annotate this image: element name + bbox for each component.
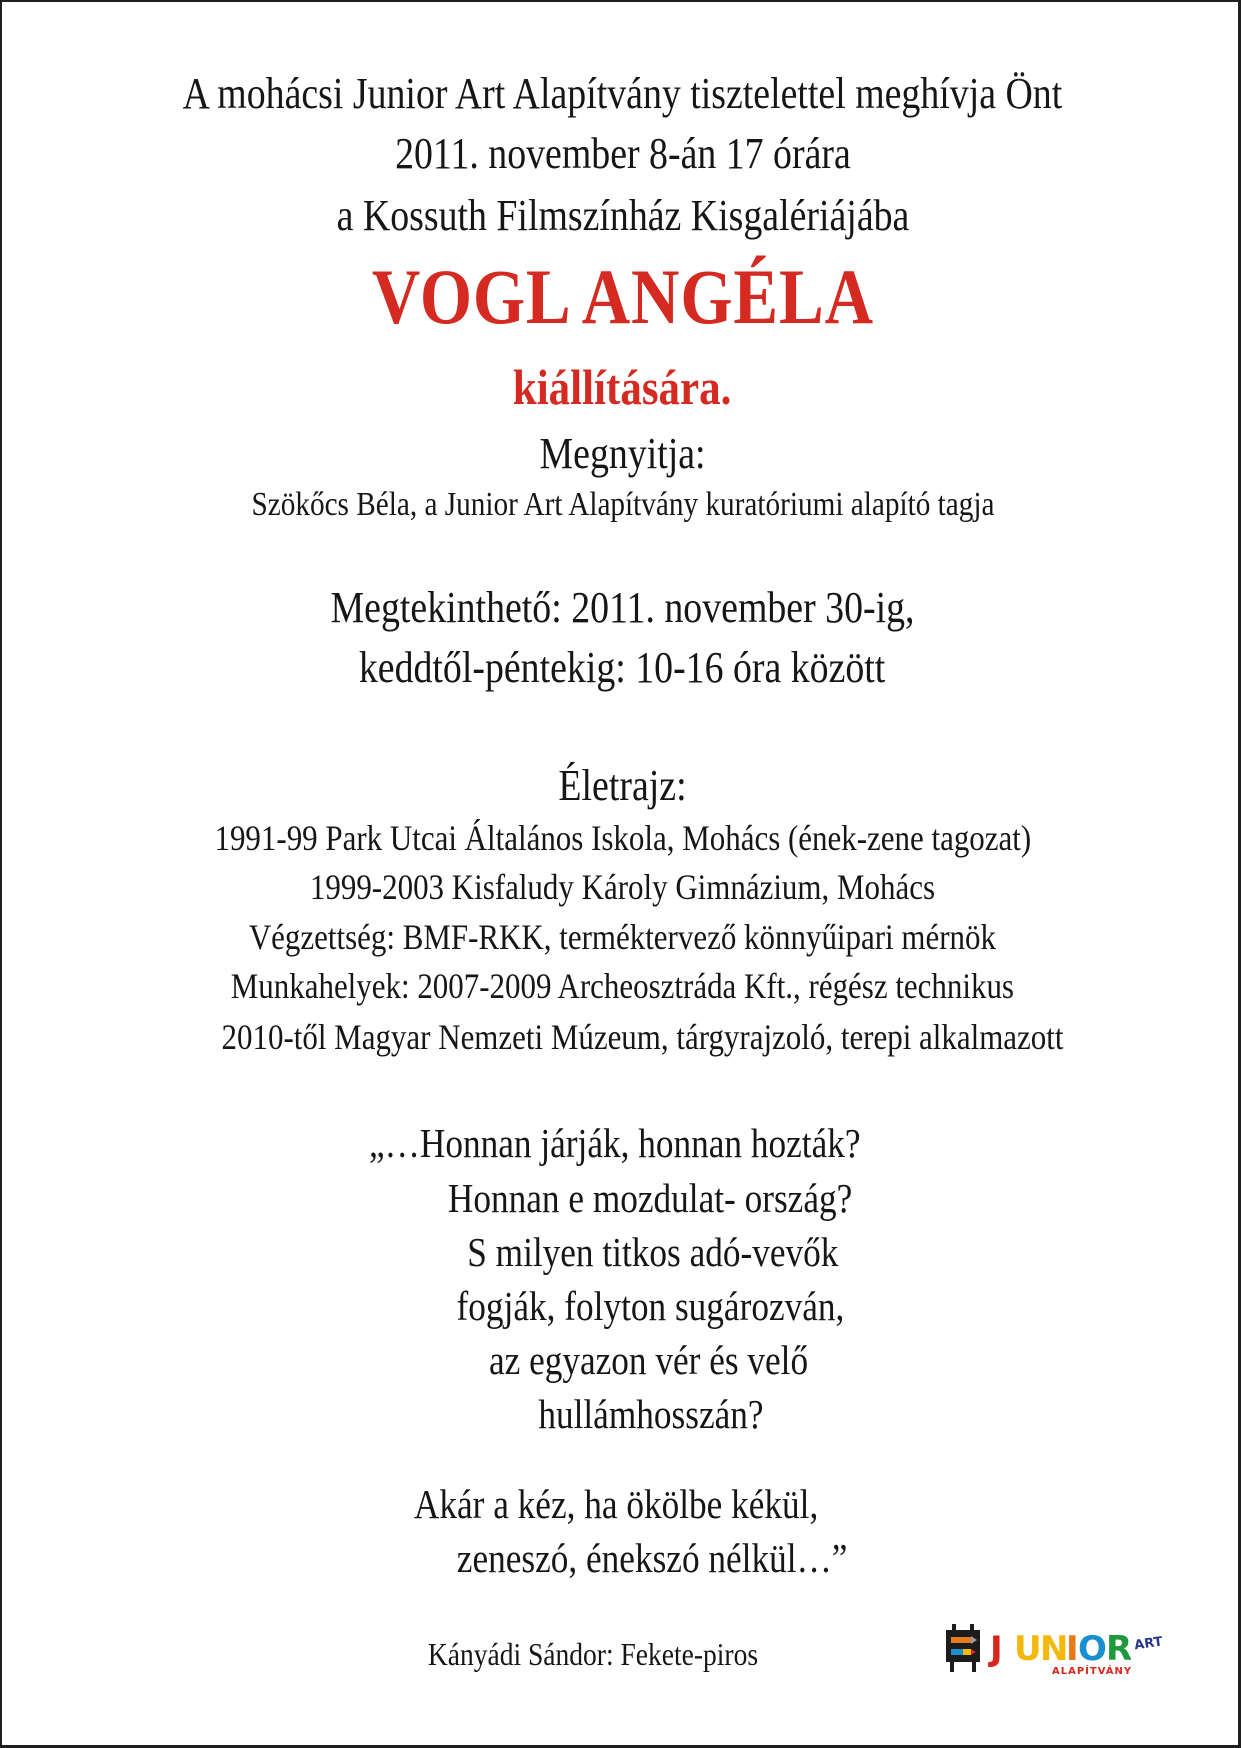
easel-icon [946,1624,980,1672]
invitation-intro: A mohácsi Junior Art Alapítvány tisztelettel meghívja Önt [182,69,1063,118]
logo-letter: I [1066,1629,1079,1669]
logo-letter: O [1078,1629,1107,1669]
biography-line: 2010-től Magyar Nemzeti Múzeum, tárgyrajzoló, terepi alkalmazott [221,1017,1064,1057]
logo-subtitle: ALAPÍTVÁNY [1052,1666,1133,1677]
biography-line: Munkahelyek: 2007-2009 Archeosztráda Kft., régész technikus [230,966,1015,1006]
poem-line: hullámhosszán? [537,1391,764,1437]
poem-line: fogják, folyton sugározván, [456,1283,845,1329]
logo-letter: N [1040,1629,1069,1669]
biography-heading: Életrajz: [558,761,687,810]
artist-name: VOGL ANGÉLA [371,253,874,340]
viewing-hours: keddtől-péntekig: 10-16 óra között [359,643,886,692]
event-date: 2011. november 8-án 17 órára [394,129,851,178]
junior-wordmark [988,1629,1132,1669]
exhibition-label: kiállítására. [513,359,732,415]
poem-line: az egyazon vér és velő [488,1337,809,1383]
logo-letter: R [1106,1629,1133,1669]
event-venue: a Kossuth Filmszínház Kisgalériájába [336,191,909,240]
poem-line: Akár a kéz, ha ökölbe kékül, [414,1481,819,1527]
poem-source: Kányádi Sándor: Fekete-piros [427,1636,758,1672]
junior-art-logo [944,1622,1184,1678]
biography-line: 1991-99 Park Utcai Általános Iskola, Mohács (ének-zene tagozat) [214,818,1031,858]
opening-speaker: Szökőcs Béla, a Junior Art Alapítvány kuratóriumi alapító tagja [250,486,995,523]
opening-label: Megnyitja: [539,429,706,478]
logo-letter: J [990,1629,1003,1669]
biography-line: Végzettség: BMF-RKK, terméktervező könnyűipari mérnök [248,917,997,957]
logo-letter: U [1014,1629,1042,1669]
poem-line: Honnan e mozdulat- ország? [448,1175,853,1221]
biography-line: 1999-2003 Kisfaludy Károly Gimnázium, Mohács [309,867,936,907]
poem-line: „…Honnan járják, honnan hozták? [368,1120,861,1166]
poem-line: zeneszó, énekszó nélkül…” [457,1535,848,1581]
viewing-dates: Megtekinthető: 2011. november 30-ig, [330,583,915,632]
logo-art: ART [1133,1634,1164,1654]
poem-line: S milyen titkos adó-vevők [466,1229,839,1275]
